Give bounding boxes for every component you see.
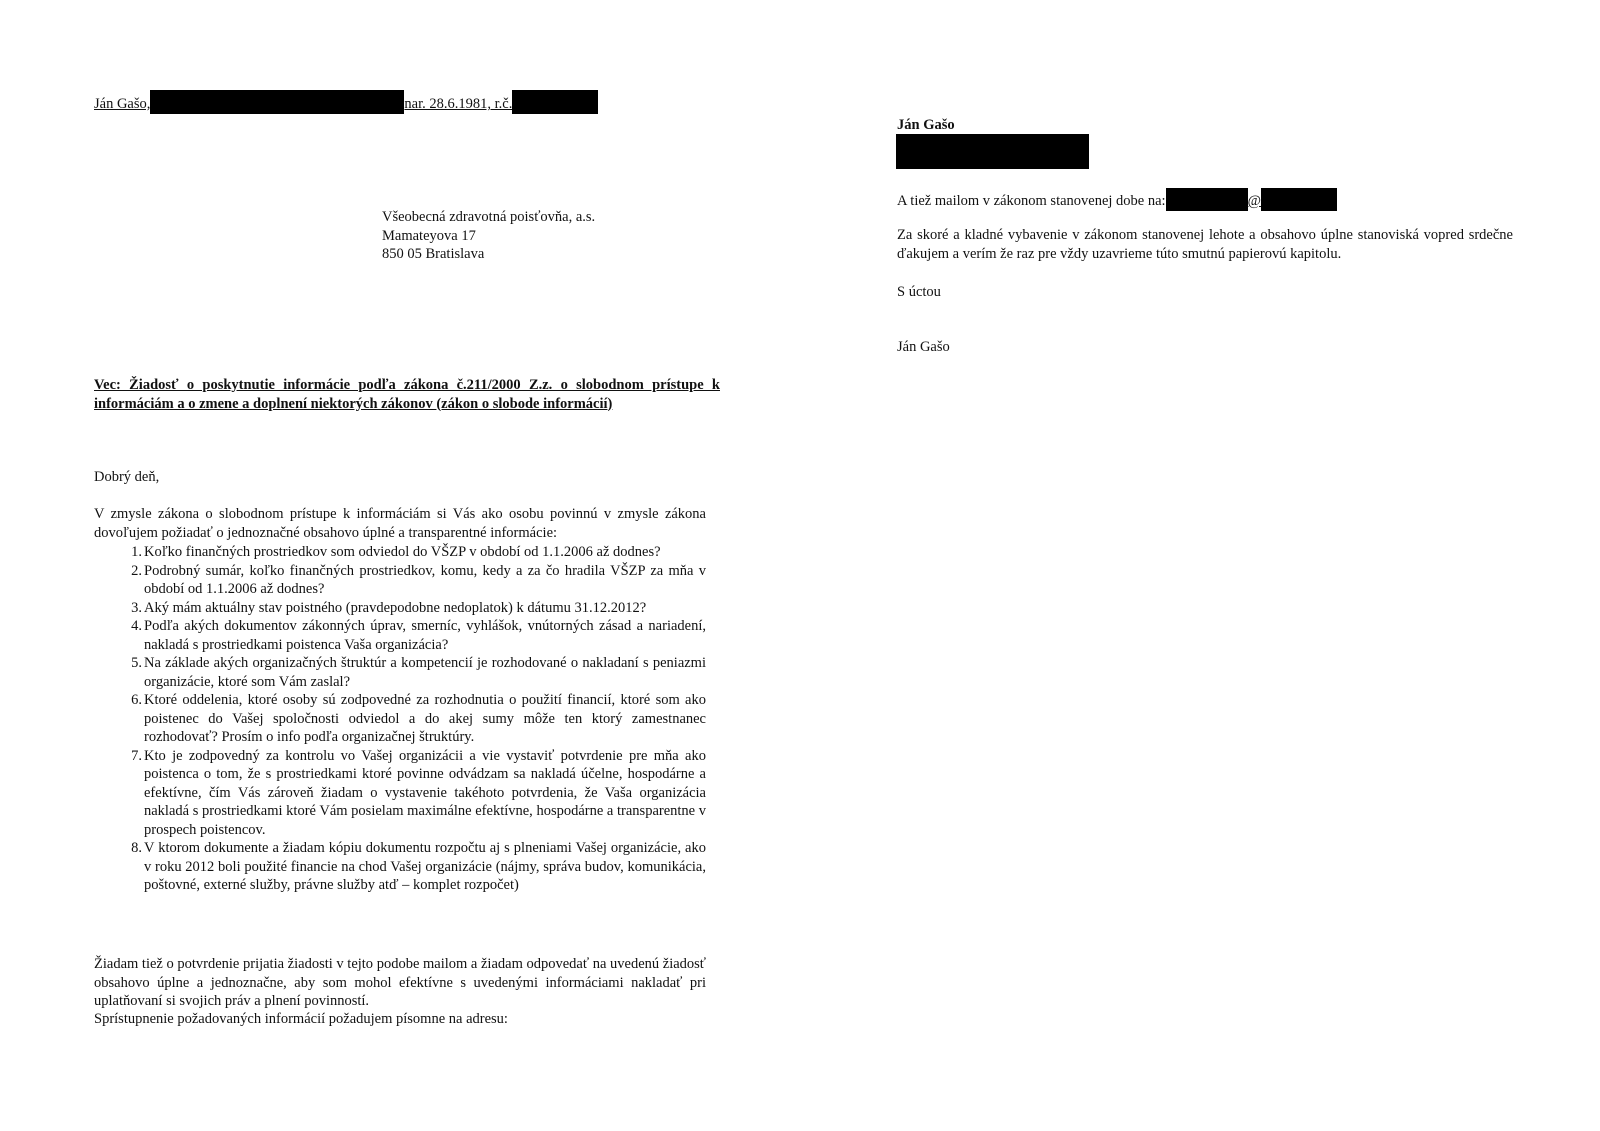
sender-name: Ján Gašo,	[94, 96, 151, 112]
recipient-line-3: 850 05 Bratislava	[382, 246, 485, 262]
list-item: 5. Na základe akých organizačných štruktúr a kompetencií je rozhodované o nakladaní s peniazmi organizácie, ktoré som Vám zaslal?	[131, 655, 706, 690]
signature-name: Ján Gašo	[897, 339, 950, 355]
redacted-block	[896, 134, 1089, 169]
regards: S úctou	[897, 284, 941, 300]
list-item: 7. Kto je zodpovedný za kontrolu vo Vašej organizácii a vie vystaviť potvrdenie pre mňa ako poistenca o tom, že s prostriedkami ktoré povinne odvádzam sa nakladá účelne, hospodárne a efektívne, čím Vás zároveň žiadam o vystavenie takéhoto potvrdenia, že Vaša organizácia nakladá s prostriedkami ktoré Vám posielam maximálne efektívne, hospodárne a transparentne v prospech poistencov.	[131, 747, 706, 838]
recipient-line-2: Mamateyova 17	[382, 227, 476, 244]
email-prefix: A tiež mailom v zákonom stanovenej dobe na:	[897, 193, 1166, 209]
question-list	[94, 543, 706, 895]
list-item: 6. Ktoré oddelenia, ktoré osoby sú zodpovedné za rozhodnutia o použití financií, ktoré som ako poistenec do Vašej spoločnosti odviedol a do akej sumy môže ten ktorý zamestnanec rozhodovať? Prosím o info podľa organizačnej štruktúry.	[131, 692, 706, 745]
redacted-email-domain	[1261, 188, 1337, 211]
subject-line: Vec: Žiadosť o poskytnutie informácie podľa zákona č.211/2000 Z.z. o slobodnom prístupe k informáciám a o zmene a doplnení niektorých zákonov (zákon o slobode informácií)	[94, 377, 720, 412]
intro-paragraph: V zmysle zákona o slobodnom prístupe k informáciám si Vás ako osobu povinnú v zmysle zákona dovoľujem požiadať o jednoznačné obsahovo úplné a transparentné informácie:	[94, 506, 706, 541]
thanks-paragraph: Za skoré a kladné vybavenie v zákonom stanovenej lehote a obsahovo úplne stanoviská vopred srdečne ďakujem a verím že raz pre vždy uzavrieme túto smutnú papierovú kapitolu.	[897, 227, 1513, 262]
recipient-line-1: Všeobecná zdravotná poisťovňa, a.s.	[382, 209, 596, 225]
list-item: 8. V ktorom dokumente a žiadam kópiu dokumentu rozpočtu aj s plneniami Vašej organizácie, ako v roku 2012 boli použité financie na chod Vašej organizácie (nájmy, správa budov, komunikácia, poštovné, externé služby, právne služby atď – komplet rozpočet)	[131, 840, 706, 893]
list-item: 3. Aký mám aktuálny stav poistného (pravdepodobne nedoplatok) k dátumu 31.12.2012?	[131, 599, 647, 616]
sender-header	[94, 90, 598, 114]
redacted-email-user	[1166, 188, 1248, 211]
list-item: 4. Podľa akých dokumentov zákonných úprav, smerníc, vyhlášok, vnútorných zásad a nariadení, nakladá s prostriedkami poistenca Vaša organizácia?	[131, 618, 706, 653]
recipient-address	[382, 208, 595, 264]
sender-birth: nar. 28.6.1981, r.č.	[404, 96, 513, 112]
delivery-request: Sprístupnenie požadovaných informácií požadujem písomne na adresu:	[94, 1011, 508, 1027]
list-item: 2. Podrobný sumár, koľko finančných prostriedkov, komu, kedy a za čo hradila VŠZP za mňa v období od 1.1.2006 až dodnes?	[131, 562, 706, 597]
list-item: 1. Koľko finančných prostriedkov som odviedol do VŠZP v období od 1.1.2006 až dodnes?	[131, 544, 661, 560]
at-sign: @	[1247, 193, 1261, 209]
redacted-address	[150, 90, 404, 114]
email-line	[897, 188, 1337, 211]
greeting: Dobrý deň,	[94, 469, 160, 485]
closing-paragraph: Žiadam tiež o potvrdenie prijatia žiadosti v tejto podobe mailom a žiadam odpovedať na uvedenú žiadosť obsahovo úplne a jednoznačne, aby som mohol efektívne s uvedenými informáciami nakladať pri uplatňovaní si svojich práv a plnení povinností.	[94, 956, 706, 1009]
redacted-id-number	[512, 90, 598, 114]
right-sender-name: Ján Gašo	[897, 117, 955, 133]
